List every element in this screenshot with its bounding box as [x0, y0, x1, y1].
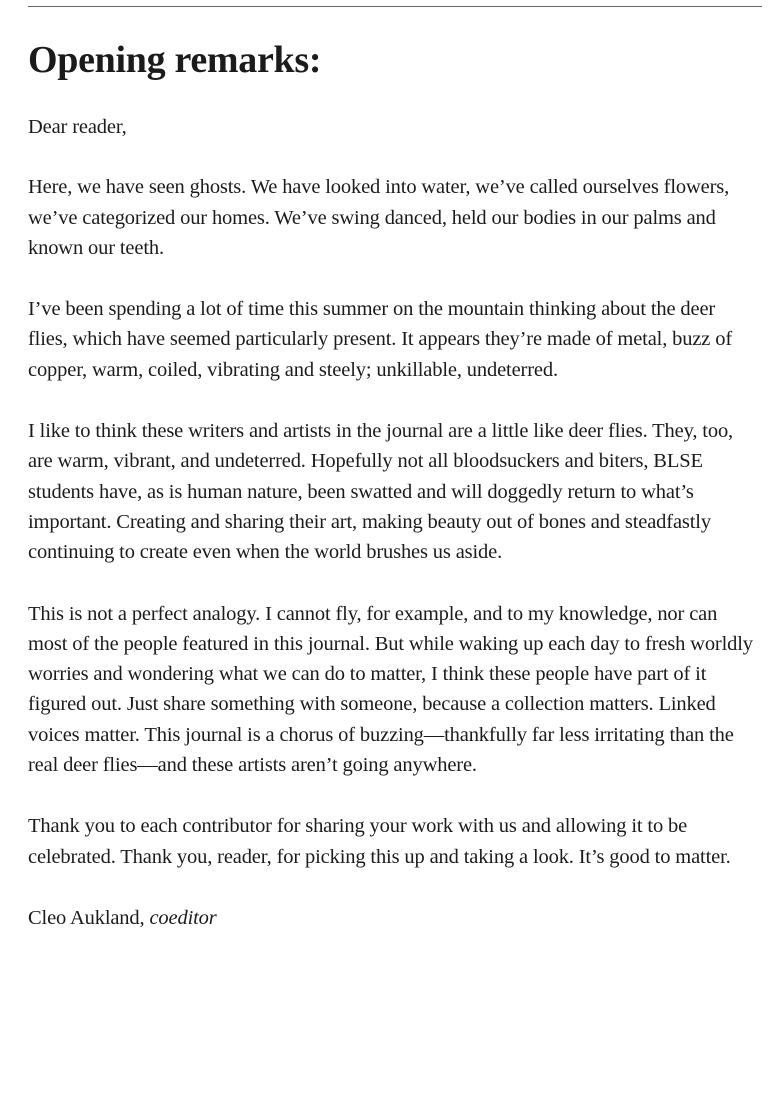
page-title: Opening remarks:	[28, 39, 322, 81]
paragraph-ghosts: Here, we have seen ghosts. We have looked into water, we’ve called ourselves flowers, we’ve categorized our homes. We’ve swing danced, held our bodies in our palms and known our teeth.	[28, 176, 730, 259]
paragraph-deer-flies: I’ve been spending a lot of time this summer on the mountain thinking about the deer flies, which have seemed particularly present. It appears they’re made of metal, buzz of copper, warm, coiled, vibrating and steely; unkillable, undeterred.	[28, 298, 732, 381]
signature-name: Cleo Aukland,	[28, 906, 145, 929]
paragraph-thank-you: Thank you to each contributor for sharing your work with us and allowing it to be celebrated. Thank you, reader, for picking this up and taking a look. It’s good to matter.	[28, 815, 731, 868]
top-rule	[28, 6, 762, 7]
signature-role: coeditor	[149, 906, 217, 929]
paragraph-writers-artists: I like to think these writers and artists in the journal are a little like deer flies. They, too, are warm, vibrant, and undeterred. Hopefully not all bloodsuckers and biters, BLSE students have, as is human nature, been swatted and will doggedly return to what’s important. Creating and sharing their art, making beauty out of bones and steadfastly continuing to create even when the world brushes us aside.	[28, 420, 734, 564]
paragraph-analogy: This is not a perfect analogy. I cannot fly, for example, and to my knowledge, nor can most of the people featured in this journal. But while waking up each day to fresh worldly worries and wondering what we can do to matter, I think these people have part of it figured out. Just share something with someone, because a collection matters. Linked voices matter. This journal is a chorus of buzzing—thankfully far less irritating than the real deer flies—and these artists aren’t going anywhere.	[28, 602, 753, 777]
letter	[28, 36, 758, 964]
signature	[28, 903, 758, 933]
salutation: Dear reader,	[28, 116, 127, 138]
